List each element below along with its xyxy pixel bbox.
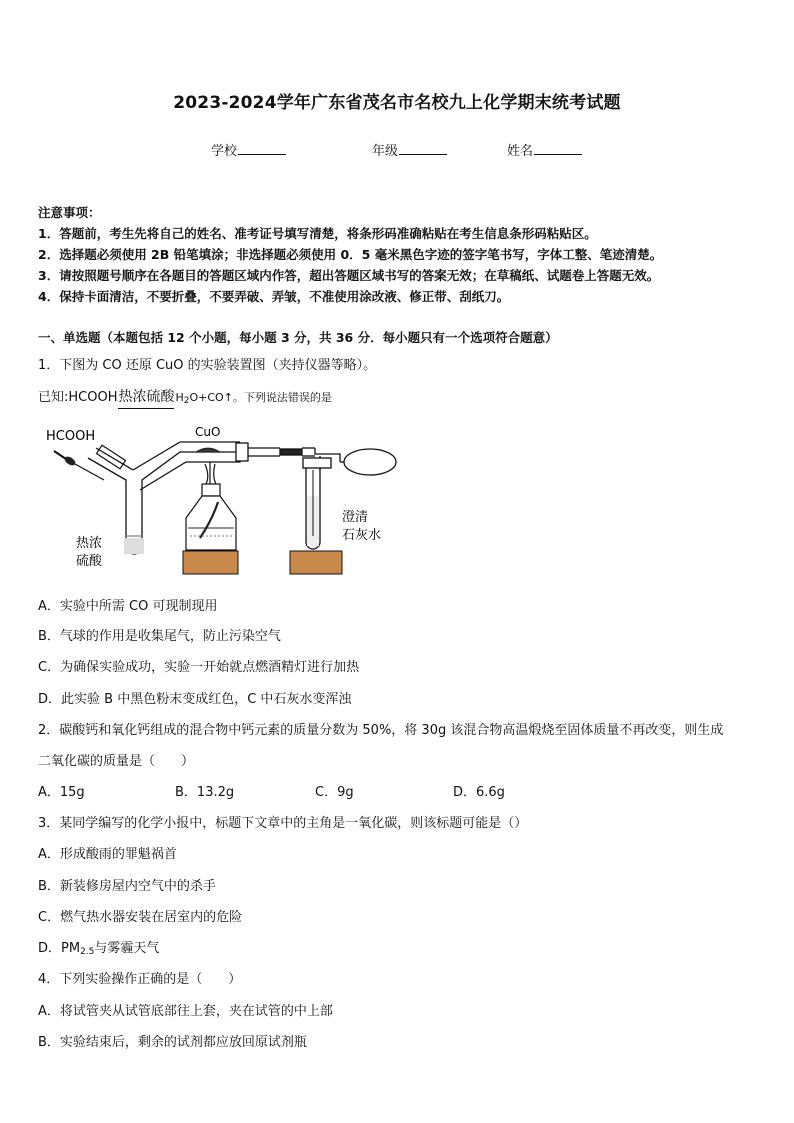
known-prefix: 已知:HCOOH bbox=[38, 390, 118, 405]
school-blank bbox=[238, 142, 286, 155]
wood-block-icon bbox=[290, 551, 342, 574]
option-d-suffix: 与雾霾天气 bbox=[94, 941, 160, 956]
wood-block-icon bbox=[183, 551, 238, 574]
question-1-option: B．气球的作用是收集尾气，防止污染空气 bbox=[38, 629, 281, 644]
cuo-powder-icon bbox=[196, 448, 220, 452]
name-blank bbox=[534, 142, 582, 155]
known-suffix: O+CO↑。下列说法错误的是 bbox=[189, 391, 332, 404]
question-3-option bbox=[38, 937, 159, 957]
label-lime-1: 澄清 bbox=[342, 510, 369, 525]
question-2-stem: 2．碳酸钙和氧化钙组成的混合物中钙元素的质量分数为 50%，将 30g 该混合物高温煅烧至固体质量不再改变，则生成 bbox=[38, 723, 724, 738]
label-acid-2: 硫酸 bbox=[76, 554, 103, 569]
question-1-option: A．实验中所需 CO 可现制现用 bbox=[38, 599, 218, 614]
note-item: 3．请按照题号顺序在各题目的答题区域内作答，超出答题区域书写的答案无效；在草稿纸、试题卷上答题无效。 bbox=[38, 268, 660, 283]
question-2-option: A．15g bbox=[38, 785, 85, 800]
page-title: 2023-2024学年广东省茂名市名校九上化学期末统考试题 bbox=[173, 93, 621, 113]
option-d-subscript: 2.5 bbox=[80, 947, 95, 957]
question-3-stem: 3．某同学编写的化学小报中，标题下文章中的主角是一氧化碳，则该标题可能是（） bbox=[38, 816, 528, 831]
apparatus-diagram bbox=[40, 418, 410, 583]
question-1-known bbox=[38, 386, 332, 409]
question-4-option: A．将试管夹从试管底部往上套，夹在试管的中上部 bbox=[38, 1004, 333, 1019]
question-2-option: D．6.6g bbox=[453, 785, 505, 800]
question-1-option: C．为确保实验成功，实验一开始就点燃酒精灯进行加热 bbox=[38, 660, 360, 675]
note-item: 2．选择题必须使用 2B 铅笔填涂；非选择题必须使用 0．5 毫米黑色字迹的签字笔书写，字体工整、笔迹清楚。 bbox=[38, 247, 663, 262]
note-item: 4．保持卡面清洁，不要折叠，不要弄破、弄皱，不准使用涂改液、修正带、刮纸刀。 bbox=[38, 289, 510, 304]
name-field bbox=[507, 140, 582, 159]
school-label: 学校 bbox=[211, 144, 238, 159]
question-1-option: D．此实验 B 中黑色粉末变成红色，C 中石灰水变浑浊 bbox=[38, 692, 352, 707]
grade-blank bbox=[399, 142, 447, 155]
grade-label: 年级 bbox=[372, 144, 399, 159]
question-2-stem-cont: 二氧化碳的质量是（ ） bbox=[38, 754, 195, 769]
school-field bbox=[211, 140, 286, 159]
connecting-tube-icon bbox=[236, 443, 350, 470]
label-hcooh: HCOOH bbox=[46, 429, 96, 444]
section-heading: 一、单选题（本题包括 12 个小题，每小题 3 分，共 36 分．每小题只有一个选项符合题意） bbox=[38, 330, 558, 345]
question-3-option: C．燃气热水器安装在居室内的危险 bbox=[38, 910, 243, 925]
question-3-option: B．新装修房屋内空气中的杀手 bbox=[38, 879, 216, 894]
dropper-icon bbox=[54, 451, 104, 480]
name-label: 姓名 bbox=[507, 144, 534, 159]
note-item: 1．答题前，考生先将自己的姓名、准考证号填写清楚，将条形码准确粘贴在考生信息条形码粘贴区。 bbox=[38, 226, 597, 241]
option-d-prefix: D．PM bbox=[38, 941, 81, 956]
grade-field bbox=[372, 140, 447, 159]
question-4-option: B．实验结束后，剩余的试剂都应放回原试剂瓶 bbox=[38, 1035, 307, 1050]
reaction-condition: 热浓硫酸 bbox=[118, 386, 174, 409]
label-lime-2: 石灰水 bbox=[342, 528, 382, 543]
question-2-option: C．9g bbox=[315, 785, 354, 800]
question-2-option: B．13.2g bbox=[175, 785, 235, 800]
label-acid-1: 热浓 bbox=[76, 536, 103, 551]
balloon-icon bbox=[344, 449, 396, 475]
known-subscript: 2 bbox=[183, 396, 190, 406]
question-4-stem: 4．下列实验操作正确的是（ ） bbox=[38, 972, 242, 987]
known-product: H bbox=[175, 391, 184, 404]
notes-heading: 注意事项： bbox=[38, 205, 101, 220]
question-1-stem: 1．下图为 CO 还原 CuO 的实验装置图（夹持仪器等略）。 bbox=[38, 358, 377, 373]
label-cuo: CuO bbox=[195, 425, 221, 439]
question-3-option: A．形成酸雨的罪魁祸首 bbox=[38, 847, 177, 862]
test-tube-icon bbox=[306, 468, 320, 549]
spirit-lamp-icon bbox=[186, 462, 236, 550]
